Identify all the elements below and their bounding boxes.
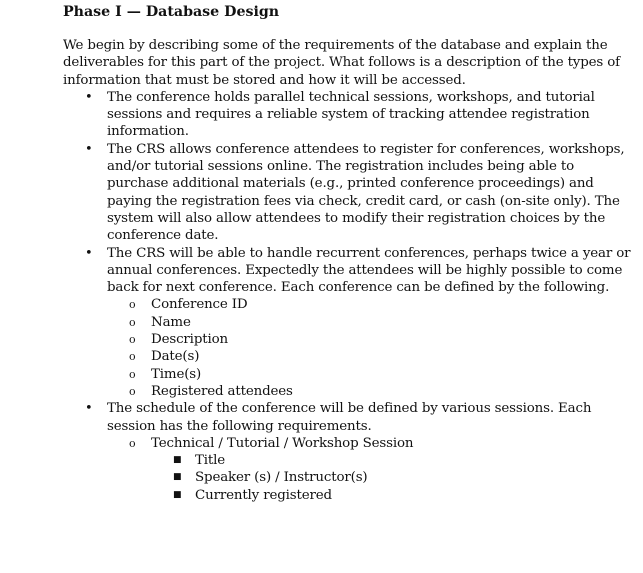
field-text: Registered attendees bbox=[151, 383, 293, 399]
field-text: Conference ID bbox=[151, 297, 248, 313]
list-item bbox=[63, 89, 635, 141]
list-item bbox=[151, 487, 635, 504]
square-bullet-icon: ■ bbox=[173, 472, 182, 483]
bullet-icon: • bbox=[85, 89, 93, 105]
list-item bbox=[107, 314, 635, 331]
circle-bullet-icon: o bbox=[129, 436, 136, 450]
field-text: Currently registered bbox=[195, 487, 332, 503]
circle-bullet-icon: o bbox=[129, 315, 136, 329]
field-text: Description bbox=[151, 332, 228, 348]
bullet-icon: • bbox=[85, 401, 93, 417]
list-item bbox=[63, 400, 635, 504]
list-item bbox=[107, 383, 635, 400]
intro-paragraph: We begin by describing some of the requirements of the database and explain the deliverables for this part of the project. What follows is a description of the types of information that must be stored and how it will be accessed. bbox=[63, 38, 620, 88]
section-heading: Phase I — Database Design bbox=[63, 4, 280, 20]
session-list bbox=[107, 435, 635, 504]
bullet-icon: • bbox=[85, 141, 93, 157]
circle-bullet-icon: o bbox=[129, 350, 136, 364]
bullet-text: The schedule of the conference will be defined by various sessions. Each session has the following requirements. bbox=[107, 401, 592, 434]
circle-bullet-icon: o bbox=[129, 298, 136, 312]
bullet-text: The CRS allows conference attendees to register for conferences, workshops, and/or tutorial sessions online. The registration includes being able to purchase additional materials (e.g., printed conference proceedings) and paying the registration fees via check, credit card, or cash (on-site only). The system will also allow attendees to modify their registration choices by the conference date. bbox=[107, 141, 625, 244]
square-bullet-icon: ■ bbox=[173, 489, 182, 500]
list-item bbox=[107, 348, 635, 365]
document-page bbox=[63, 3, 635, 504]
session-fields-list bbox=[151, 452, 635, 504]
list-item bbox=[151, 452, 635, 469]
bullet-icon: • bbox=[85, 245, 93, 261]
field-text: Title bbox=[195, 453, 226, 469]
session-type-text: Technical / Tutorial / Workshop Session bbox=[151, 435, 414, 451]
circle-bullet-icon: o bbox=[129, 333, 136, 347]
list-item bbox=[107, 366, 635, 383]
circle-bullet-icon: o bbox=[129, 384, 136, 398]
requirements-list bbox=[63, 89, 635, 504]
list-item bbox=[63, 141, 635, 245]
list-item bbox=[151, 469, 635, 486]
field-text: Speaker (s) / Instructor(s) bbox=[195, 470, 368, 486]
field-text: Time(s) bbox=[151, 366, 202, 382]
list-item bbox=[107, 435, 635, 504]
conference-fields-list bbox=[107, 296, 635, 400]
square-bullet-icon: ■ bbox=[173, 455, 182, 466]
bullet-text: The conference holds parallel technical sessions, workshops, and tutorial sessions and requires a reliable system of tracking attendee registration information. bbox=[107, 89, 595, 140]
list-item bbox=[63, 245, 635, 401]
bullet-text: The CRS will be able to handle recurrent conferences, perhaps twice a year or annual conferences. Expectedly the attendees will be highly possible to come back for next conference. Each conference can be defined by the following. bbox=[107, 245, 631, 296]
field-text: Name bbox=[151, 314, 191, 330]
list-item bbox=[107, 296, 635, 313]
circle-bullet-icon: o bbox=[129, 367, 136, 381]
list-item bbox=[107, 331, 635, 348]
field-text: Date(s) bbox=[151, 349, 200, 365]
